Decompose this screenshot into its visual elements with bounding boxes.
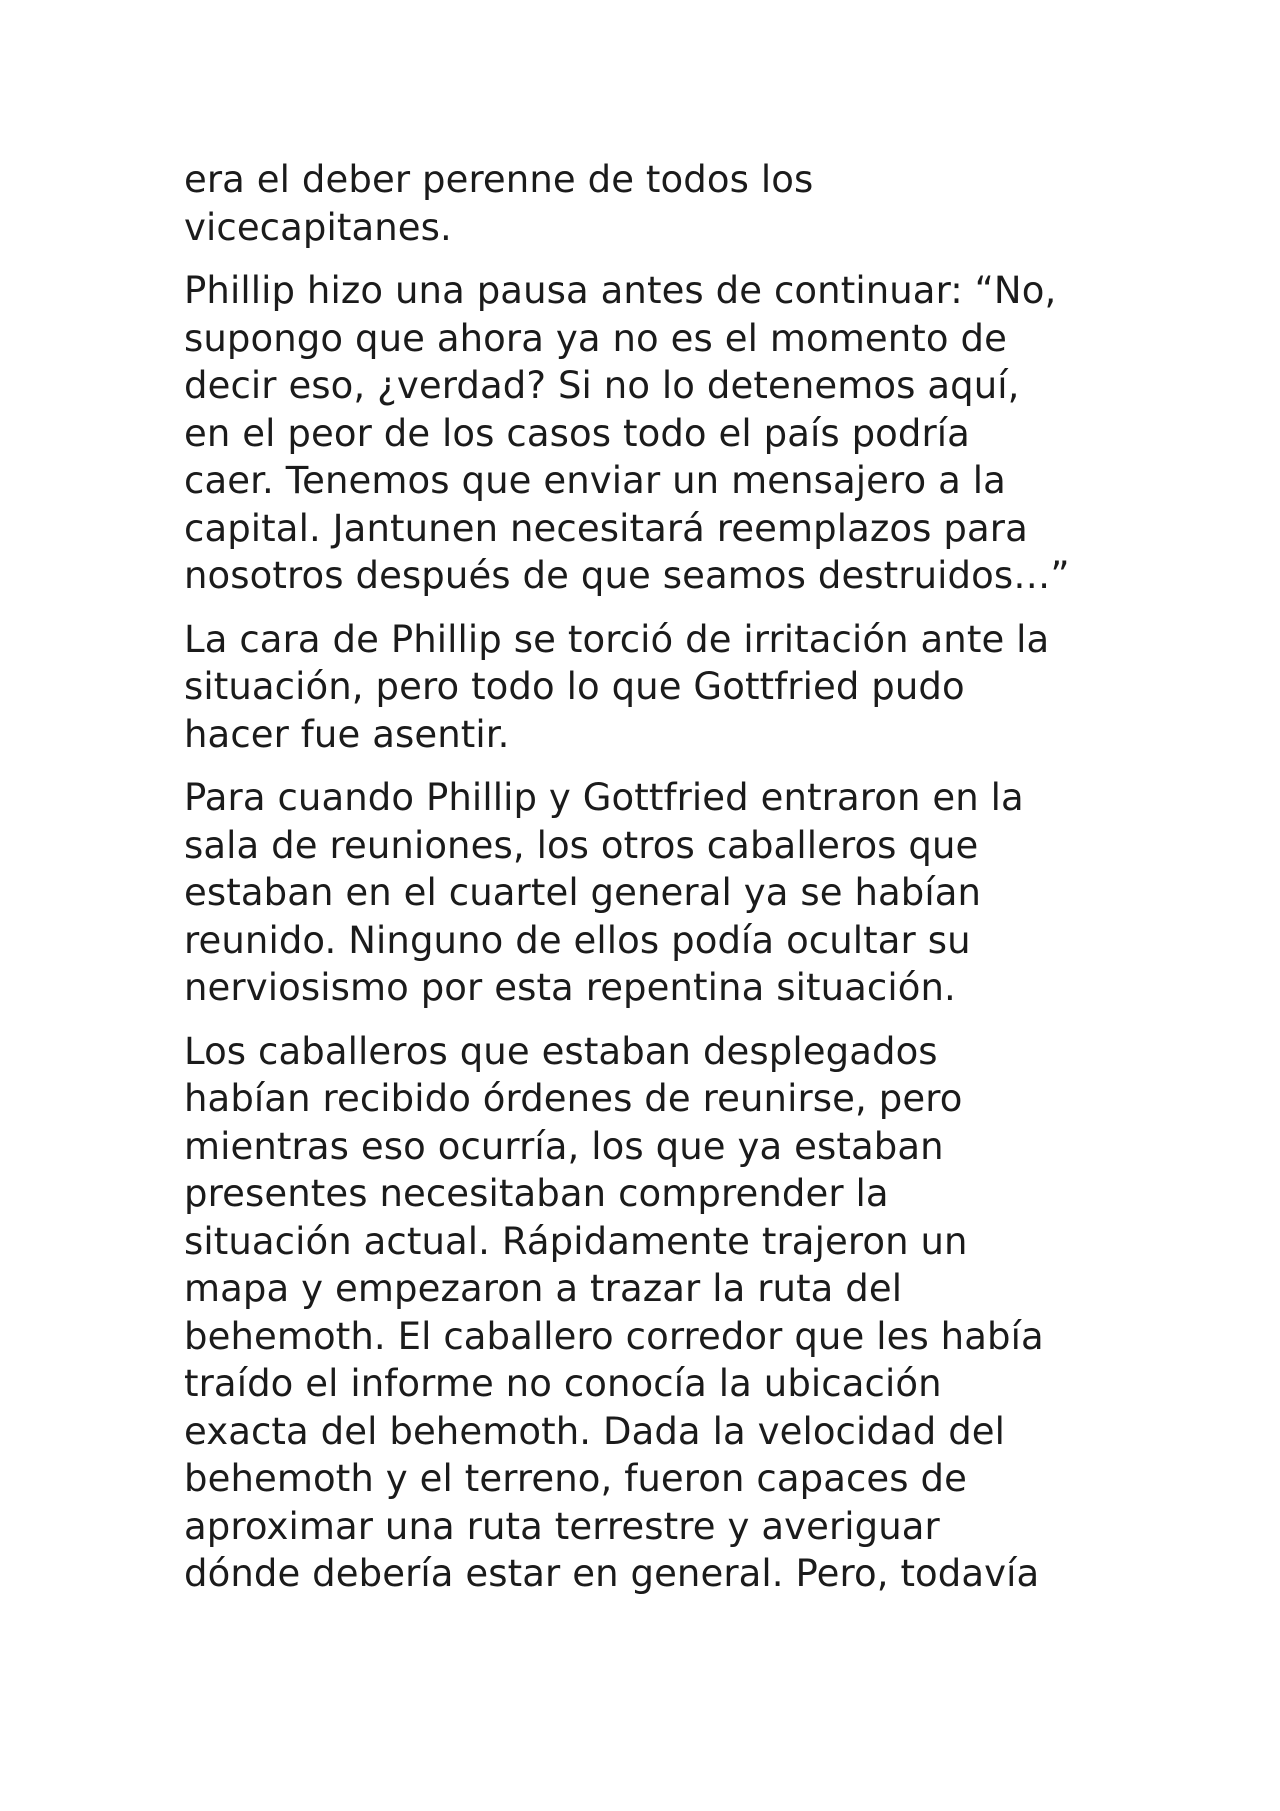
text-line: mientras eso ocurría, los que ya estaban bbox=[184, 1124, 944, 1168]
text-line: aproximar una ruta terrestre y averiguar bbox=[184, 1504, 940, 1548]
paragraph bbox=[184, 267, 1144, 600]
text-line: situación, pero todo lo que Gottfried pudo bbox=[184, 665, 965, 708]
paragraph bbox=[184, 616, 1144, 759]
text-line: Phillip hizo una pausa antes de continuar: “No, bbox=[184, 269, 1057, 312]
text-line: Para cuando Phillip y Gottfried entraron en la bbox=[184, 776, 1024, 819]
text-line: nosotros después de que seamos destruidos…” bbox=[184, 554, 1070, 597]
text-line: capital. Jantunen necesitará reemplazos para bbox=[184, 506, 1028, 550]
text-line: era el deber perenne de todos los bbox=[184, 158, 814, 201]
text-line: behemoth. El caballero corredor que les había bbox=[184, 1314, 1044, 1358]
text-line: Los caballeros que estaban desplegados bbox=[184, 1029, 938, 1073]
text-line: hacer fue asentir. bbox=[184, 712, 510, 756]
text-line: vicecapitanes. bbox=[184, 205, 452, 249]
text-line: reunido. Ninguno de ellos podía ocultar su bbox=[184, 918, 971, 962]
text-line: sala de reuniones, los otros caballeros que bbox=[184, 823, 979, 867]
text-line: dónde debería estar en general. Pero, todavía bbox=[184, 1552, 1040, 1595]
paragraph bbox=[184, 156, 1144, 251]
paragraph bbox=[184, 1028, 1144, 1598]
text-line: decir eso, ¿verdad? Si no lo detenemos aquí, bbox=[184, 364, 1020, 407]
text-line: habían recibido órdenes de reunirse, pero bbox=[184, 1077, 963, 1120]
text-line: behemoth y el terreno, fueron capaces de bbox=[184, 1457, 967, 1500]
text-line: caer. Tenemos que enviar un mensajero a la bbox=[184, 459, 1006, 502]
text-line: traído el informe no conocía la ubicación bbox=[184, 1362, 942, 1405]
text-line: La cara de Phillip se torció de irritación ante la bbox=[184, 617, 1050, 661]
text-line: estaban en el cuartel general ya se habían bbox=[184, 871, 982, 914]
text-line: mapa y empezaron a trazar la ruta del bbox=[184, 1267, 903, 1310]
text-line: supongo que ahora ya no es el momento de bbox=[184, 316, 1007, 360]
text-line: presentes necesitaban comprender la bbox=[184, 1172, 889, 1215]
text-line: nerviosismo por esta repentina situación. bbox=[184, 966, 956, 1009]
paragraph bbox=[184, 774, 1144, 1012]
text-line: en el peor de los casos todo el país podría bbox=[184, 411, 970, 455]
text-line: situación actual. Rápidamente trajeron un bbox=[184, 1219, 968, 1263]
text-line: exacta del behemoth. Dada la velocidad del bbox=[184, 1409, 1006, 1453]
body-text bbox=[184, 156, 1144, 1614]
